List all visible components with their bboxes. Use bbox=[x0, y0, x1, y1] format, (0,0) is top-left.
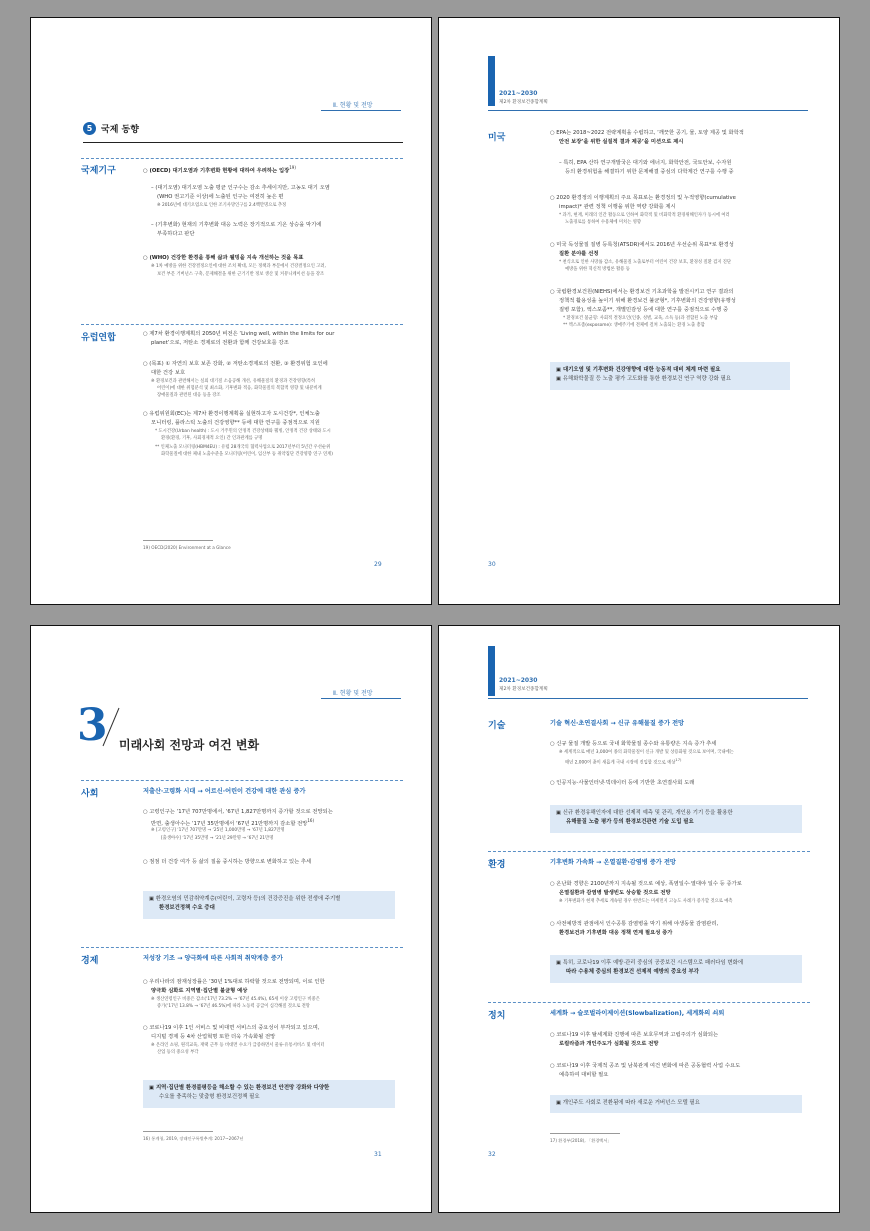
subheading: 세계화 → 슬로벌라이제이션(Slowbalization), 세계화의 쇠퇴 bbox=[550, 1010, 725, 1017]
note-line: * 과거, 현재, 미래의 인간 활동으로 인하여 화학적 및 비화학적 환경위해인자가 동시에 여러 bbox=[559, 213, 730, 218]
footnote-rule bbox=[143, 1131, 213, 1132]
text-line: 예측하여 대비할 필요 bbox=[559, 1072, 609, 1078]
header-rule bbox=[321, 110, 401, 111]
header-rule bbox=[488, 698, 808, 699]
subheading: 저출산·고령화 시대 → 어르신·어린이 건강에 대한 관심 증가 bbox=[143, 788, 306, 795]
text-line: ○ 유럽위원회(EC)는 제7차 환경이행계획을 실현하고자 도시건강*, 인체노출 bbox=[143, 411, 320, 417]
header-tab bbox=[488, 56, 495, 106]
summary-line: 환경보건정책 수요 증대 bbox=[159, 904, 215, 911]
note-line: 증가(‘17년 13.8% → ‘67년 46.5%)에 따라 노동력 공급이 심각해질 것으로 전망 bbox=[157, 1004, 310, 1009]
text-line: ○ EPA는 2018~2022 전략계획을 수립하고, ‘깨끗한 공기, 물, 토양 제공 및 화학적 bbox=[550, 130, 744, 136]
section-label-technology: 기술 bbox=[488, 721, 506, 731]
note-line: 보건 부문 거버넌스 구축, 문제해결을 위한 근거기반 정보 생산 및 커뮤니케이션 등을 강조 bbox=[157, 272, 325, 277]
header-section: Ⅱ. 현황 및 전망 bbox=[333, 102, 373, 109]
note-line: ※ [고령인구] ‘17년 707만명 → ‘25년 1,000만명 → ‘67년 1,827만명 bbox=[151, 828, 285, 833]
section-divider bbox=[81, 780, 403, 781]
subheading: 저성장 기조 → 양극화에 따른 사회적 취약계층 증가 bbox=[143, 955, 283, 962]
note-line: 산업 등의 중요성 부각 bbox=[157, 1050, 199, 1055]
summary-line: ▣ 신규 환경유해인자에 대한 선제적 예측 및 관리, 개인용 기기 등을 활용한 bbox=[556, 810, 733, 816]
note-line: ** 엑스포좀(exposome): 생애주기에 전체에 걸쳐 노출되는 환경 노출 총합 bbox=[563, 323, 705, 328]
note-line: ※ 1차 예방을 위한 건강결정요인에 대한 조치 확대, 모든 정책과 부문에서 건강결정요인 고려, bbox=[151, 264, 326, 269]
text-line: 양극화 심화로 지역별·집단별 불균형 예상 bbox=[151, 988, 248, 994]
page-number: 29 bbox=[374, 561, 382, 568]
section-divider bbox=[81, 158, 403, 159]
text-line: 등의 환경위험을 해결하기 위한 문제해결 중심의 다학제간 연구를 수행 중 bbox=[565, 169, 734, 175]
header-year: 2021~2030 bbox=[499, 90, 538, 97]
chapter-title: 미래사회 전망과 여건 변화 bbox=[119, 738, 260, 752]
summary-line: ▣ 환경오염의 민감취약계층(어린이, 고령자 등)의 건강증진을 위한 전생애 주기별 bbox=[149, 896, 341, 902]
page-32 bbox=[438, 625, 840, 1213]
section-label-environment: 환경 bbox=[488, 860, 506, 870]
summary-line: ▣ 지역·집단별 환경불평등을 해소할 수 있는 환경보건 안전망 강화와 다양한 bbox=[149, 1085, 330, 1091]
text-line: 디지털 경제 등 4차 산업혁명 또한 더욱 가속화될 전망 bbox=[151, 1034, 276, 1040]
page-number: 30 bbox=[488, 561, 496, 568]
text-line: 질환 분야를 선정 bbox=[559, 251, 599, 257]
summary-box bbox=[550, 955, 802, 983]
page-number: 31 bbox=[374, 1151, 382, 1158]
summary-line: ▣ 유해화학물질 등 노출 평가 고도화를 통한 환경보건 연구 역량 강화 필요 bbox=[556, 375, 731, 382]
note-line: 장애물질과 관련된 대응 등을 강조 bbox=[157, 393, 221, 398]
summary-line: 따라 수용체 중심의 환경보건 선제적 예방의 중요성 부각 bbox=[566, 968, 699, 975]
summary-line: 수요를 충족하는 맞춤형 환경보건정책 필요 bbox=[159, 1093, 260, 1100]
summary-box bbox=[143, 891, 395, 919]
text-line: ○ 국립환경보건원(NIEHS)에서는 환경보건 기초과학을 발전시키고 연구 결과의 bbox=[550, 289, 734, 295]
bullet-who: ○ (WHO) 건강한 환경을 통해 삶과 웰빙을 지속 개선하는 것을 목표 bbox=[143, 255, 304, 261]
header-plan: 제2차 환경보건종합계획 bbox=[499, 100, 548, 105]
text-line: ○ 코로나19 이후 탈세계화 진행에 따른 보호무역과 고립주의가 심화되는 bbox=[550, 1032, 719, 1038]
note-line: 화학물질에 대한 체내 노출수준을 모니터링(어린이, 임산부 등 취약집단 건강영향 연구 연계) bbox=[161, 452, 333, 457]
summary-line: ▣ 개인주도 사회로 전환됨에 따라 새로운 거버넌스 모델 필요 bbox=[556, 1100, 700, 1106]
summary-box bbox=[143, 1080, 395, 1108]
note-line: ※ 2016년에 대기오염으로 인한 조기사망인구를 2.4백만명으로 추정 bbox=[157, 203, 287, 208]
header-plan: 제2차 환경보건종합계획 bbox=[499, 687, 548, 692]
note-line: ※ 온라인 쇼핑, 원격교육, 재택 근무 등 비대면 수요가 급증하면서 물류·유통서비스 및 데이터 bbox=[151, 1043, 325, 1048]
section-label-society: 사회 bbox=[81, 789, 99, 799]
header-section: Ⅱ. 현황 및 전망 bbox=[333, 690, 373, 697]
note-line: [출생아수] ‘17년 35만명 → ‘21년 29만명 → ‘67년 21만명 bbox=[161, 836, 274, 841]
note-line: 환경(환경, 기후, 사회경제적 요인) 간 인과관계를 규명 bbox=[161, 436, 263, 441]
section-divider bbox=[81, 947, 403, 948]
text-line: planet’으로, 저탄소 경제로의 전환과 함께 건강보호를 강조 bbox=[151, 340, 289, 346]
note-line: 어린이)에 대한 위험분석 및 최소화, 기후변화 적응, 화학물질의 복합적 영향 및 내분비계 bbox=[157, 386, 322, 391]
text-line: impact)* 관련 정책 이행을 위한 역량 강화를 제시 bbox=[559, 204, 676, 210]
section-label-politics: 정치 bbox=[488, 1011, 506, 1021]
header-rule bbox=[321, 698, 401, 699]
text-line: ○ (목표) ① 자연의 보호 보존 강화, ② 저탄소경제로의 전환, ③ 환경위험 요인에 bbox=[143, 361, 328, 367]
text-line: ○ 고령인구는 ‘17년 707만명에서, ‘67년 1,827만명까지 증가할 것으로 전망되는 bbox=[143, 809, 333, 815]
section-label-usa: 미국 bbox=[488, 133, 506, 143]
text-line: ○ 제7차 환경이행계획의 2050년 비전은 ‘Living well, within the limits for our bbox=[143, 331, 335, 337]
bullet-oecd: ○ (OECD) 대기오염과 기후변화 현황에 대하여 우려하는 입장$^{19)}$ bbox=[143, 165, 296, 174]
text-line: 대한 건강 보호 bbox=[151, 370, 186, 376]
note-line: ※ 세계적으로 매년 3,000여 종의 화학물질이 신규 개발 및 상용화될 것으로 보이며, 국내에는 bbox=[559, 750, 734, 755]
text-line: ○ 신규 물질 개발 등으로 국내 화학물질 종수와 유통량은 지속 증가 추세 bbox=[550, 741, 717, 747]
title-rule bbox=[83, 142, 403, 143]
text-line: – (기후변화) 현재의 기후변화 대응 노력은 장기적으로 기온 상승을 막기에 bbox=[151, 222, 322, 228]
summary-line: ▣ 특히, 코로나19 이후 예방·관리 중심의 공중보건 시스템으로 패러다임 변화에 bbox=[556, 960, 744, 966]
footnote: 19) OECD(2020) Environment at a Glance bbox=[143, 545, 231, 550]
summary-box bbox=[550, 362, 790, 390]
footnote: 16) 통계청, 2019, 장래인구특별추계: 2017~2067년 bbox=[143, 1136, 244, 1141]
section-label-intl-org: 국제기구 bbox=[81, 166, 116, 176]
footnote: 17) 환경부(2018), 「환경백서」 bbox=[550, 1138, 612, 1143]
summary-line: 유해물질 노출 평가 등의 환경보건관련 기술 도입 필요 bbox=[566, 818, 694, 825]
note-line: 예방을 위한 혁신적 방법론 활용 등 bbox=[565, 267, 630, 272]
footnote-rule bbox=[143, 540, 213, 541]
text-line: – 특히, EPA 산하 연구개발국은 대기와 에너지, 화학안전, 국토안보, 수자원 bbox=[559, 160, 732, 166]
footnote-rule bbox=[550, 1133, 620, 1134]
section-divider bbox=[81, 324, 403, 325]
text-line: 부족하다고 판단 bbox=[157, 231, 195, 237]
summary-box bbox=[550, 805, 802, 833]
section-label-eu: 유럽연합 bbox=[81, 333, 116, 343]
text-line: 질병 포함), 엑스포좀**, 개별민감성 등에 대한 연구를 중점적으로 수행 중 bbox=[559, 307, 729, 313]
text-line: 환경보건과 기후변화 대응 정책 연계 필요성 증가 bbox=[559, 930, 673, 936]
section-title: 국제 동향 bbox=[101, 125, 139, 135]
chapter-slash-icon bbox=[99, 706, 121, 748]
text-line: 반면, 출생아수는 ‘17년 35만명에서 ‘67년 21만명까지 감소할 전망$^{16)}$ bbox=[151, 818, 315, 827]
header-year: 2021~2030 bbox=[499, 677, 538, 684]
note-line: ※ 생산연령인구 비중은 감소(‘17년 73.2% → ‘67년 45.4%), 65세 이상 고령인구 비중은 bbox=[151, 997, 320, 1002]
text-line: 로컬라즘과 개인주도가 심화될 것으로 전망 bbox=[559, 1041, 659, 1047]
note-line: ** 인체노출 모니터링(HBM4EU) : 유럽 28개국의 협력사업으로 2017년부터 5년간 우선순위 bbox=[155, 445, 331, 450]
section-number-badge: 5 bbox=[83, 122, 96, 135]
note-line: 매년 2,000여 종이 새롭게 국내 시장에 진입할 것으로 예상$^{17)}$ bbox=[565, 758, 682, 766]
text-line: 안전 보장’을 위한 실질적 결과 제공’을 미션으로 제시 bbox=[559, 139, 684, 145]
text-line: ○ 2020 환경정의 이행계획의 주요 목표로는 환경정의 및 누적영향(cumulative bbox=[550, 195, 736, 201]
text-line: ○ 미국 독성물질 질병 등록청(ATSDR)에서도 2016년 우선순위 목표*로 환경성 bbox=[550, 242, 734, 248]
text-line: – (대기오염) 대기오염 노출 평균 인구수는 감소 추세이지만, 고농도 대기 오염 bbox=[151, 185, 330, 191]
text-line: ○ 점점 더 건강 여가 등 삶의 질을 중시하는 방향으로 변화하고 있는 추세 bbox=[143, 859, 312, 865]
text-line: ○ 온난화 경향은 2100년까지 지속될 것으로 예상, 폭염일수·열대야 일수 등 증가로 bbox=[550, 881, 742, 887]
text-line: 모니터링, 플라스틱 노출의 건강영향** 등에 대한 연구를 중점적으로 지원 bbox=[151, 420, 320, 426]
section-divider bbox=[488, 851, 810, 852]
header-tab bbox=[488, 646, 495, 696]
summary-box bbox=[550, 1095, 802, 1113]
note-line: * 도시건강(Urban health) : 도시 거주민의 안정적 건강상태와 웰빙, 안정적 건강 상태와 도시 bbox=[155, 429, 331, 434]
text-line: ○ 우리나라의 잠재성장률은 ‘30년 1%대로 하락할 것으로 전망되며, 이로 인한 bbox=[143, 979, 325, 985]
note-line: * 천식으로 인한 사망률 감소, 유해물질 노출로부터 어린이 건강 보호, 환경성 질환 검지 진단 bbox=[559, 260, 732, 265]
section-divider bbox=[488, 1002, 810, 1003]
subheading: 기술 혁신·초연결사회 → 신규 유해물질 증가 전망 bbox=[550, 720, 685, 727]
header-rule bbox=[488, 110, 808, 111]
text-line: (WHO 권고기준 이상)에 노출된 인구는 여전히 높은 편 bbox=[157, 194, 284, 200]
page-30 bbox=[438, 17, 840, 605]
text-line: ○ 코로나19 이후 국제적 공조 및 남북관계 여건 변화에 따른 공동협력 사업 수요도 bbox=[550, 1063, 741, 1069]
note-line: ※ 기후변화가 현재 추세로 계속될 경우 한반도는 미세먼지 고농도 사례가 증가할 것으로 예측 bbox=[559, 899, 733, 904]
page-29 bbox=[30, 17, 432, 605]
text-line: ○ 인공지능·사물인터넷·빅데이터 등에 기반한 초연결사회 도래 bbox=[550, 780, 695, 786]
page-31 bbox=[30, 625, 432, 1213]
page-number: 32 bbox=[488, 1151, 496, 1158]
subheading: 기후변화 가속화 → 온열질환·감염병 증가 전망 bbox=[550, 859, 676, 866]
note-line: ※ 환경보건과 관련해서는 실외 대기질 소음공해 개선, 유해물질의 환경과 건강영향(특히 bbox=[151, 379, 316, 384]
note-line: 노출경로를 통하여 수용체에 미치는 영향 bbox=[565, 220, 642, 225]
text-line: 정책적 활용성을 높이기 위해 환경보건 불균형*, 기후변화의 건강영향(유행성 bbox=[559, 298, 736, 304]
summary-line: ▣ 대기오염 및 기후변화 건강영향에 대한 능동적 대비 체계 마련 필요 bbox=[556, 367, 721, 373]
text-line: ○ 사전예방적 관점에서 인수공통 감염병을 막기 위해 야생동물 감염관리, bbox=[550, 921, 719, 927]
text-line: 온열질환과 감염병 발생빈도 상승할 것으로 전망 bbox=[559, 890, 671, 896]
text-line: ○ 코로나19 이후 1인 서비스 및 비대면 서비스의 중요성이 부각되고 있으며, bbox=[143, 1025, 320, 1031]
section-label-economy: 경제 bbox=[81, 956, 99, 966]
chapter-number: 3 bbox=[77, 700, 108, 751]
note-line: * 환경보건 불균형: 사회적 결정요인(인종, 성별, 교육, 소득 등)과 결합된 노출 부담 bbox=[563, 316, 718, 321]
